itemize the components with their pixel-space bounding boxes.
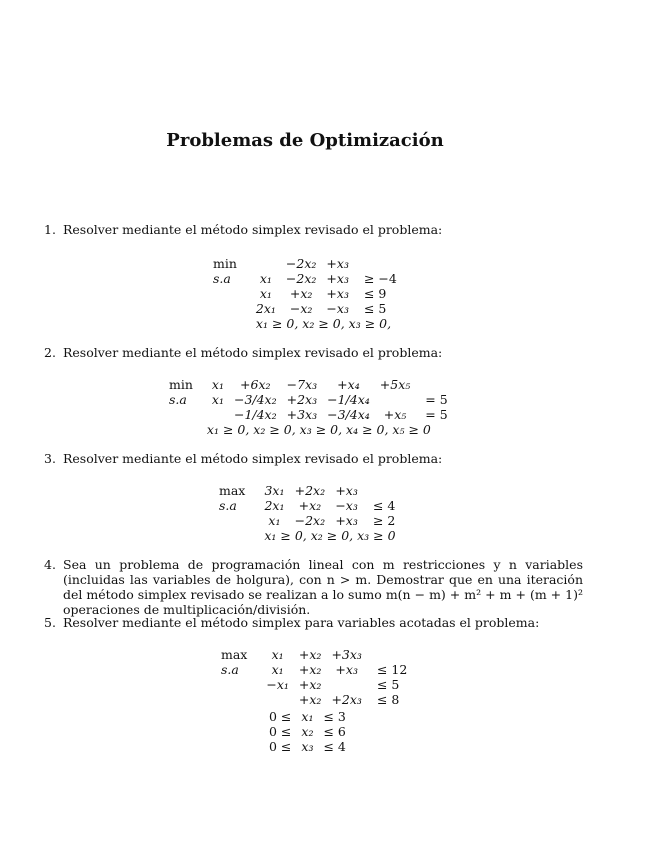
cell: x₁ [271,647,284,662]
cell: = 5 [425,392,448,407]
cell: +2x₃ [286,392,318,407]
problem-number: 4. [44,557,56,572]
cell: +x₃ [335,662,358,677]
constraint-row [216,692,412,707]
cell: +2x₃ [331,692,362,707]
lower-bound: 0 ≤ [269,724,292,739]
constraint-row [216,677,412,692]
empty-cell [214,528,259,543]
empty-cell [208,316,251,331]
cell: +x₄ [337,377,360,392]
lp-problem-1 [208,256,402,331]
cell: −2x₂ [294,513,326,528]
nonnegativity-row [208,316,402,331]
cell: ≤ 5 [363,301,387,316]
bound-row [264,739,351,754]
cell: +2x₂ [294,483,326,498]
lp-problem-2 [164,377,453,437]
cell: ≤ 4 [372,498,396,513]
cell: x₁ [211,392,224,407]
constraint-row [214,513,401,528]
cell: max [219,483,246,498]
cell: −3/4x₄ [327,407,370,422]
cell: s.a [219,498,237,513]
cell: −2x₂ [285,256,317,271]
cell: +x₃ [335,483,358,498]
cell: +x₃ [326,286,349,301]
objective-row [208,256,402,271]
cell: −x₁ [266,677,289,692]
problem-number: 1. [44,222,56,237]
problem-number: 5. [44,615,56,630]
cell: +x₂ [298,647,322,662]
cell [216,692,261,707]
cell [207,407,229,422]
cell: ≤ 8 [376,692,400,707]
cell [251,256,281,271]
constraint-row [216,662,412,677]
lower-bound: 0 ≤ [269,739,292,754]
constraint-row [208,271,402,286]
cell: x₁ [259,271,272,286]
cell [208,286,251,301]
cell: x₁ [268,513,281,528]
cell: x₁ [259,286,272,301]
cell: s.a [221,662,239,677]
cell: −1/4x₂ [233,407,277,422]
cell [363,483,401,498]
problem-statement: Resolver mediante el método simplex para variables acotadas el problema: [63,615,540,630]
cell: +3x₃ [331,647,362,662]
cell: max [221,647,248,662]
cell: +x₃ [326,256,349,271]
cell: +x₂ [298,692,322,707]
cell: −x₂ [289,301,313,316]
problem-statement: Sea un problema de programación lineal con m restricciones y n variables (incluidas las variables de holgura), con n > m. Demostrar que en una iteración del método simplex revisado se realizan a lo sumo m(n − m) + m² + m + (m + 1)² operaciones de multiplicación/división. [63,557,583,617]
constraint-row [208,286,402,301]
cell [261,692,294,707]
objective-row [164,377,453,392]
cell: +3x₃ [286,407,318,422]
nonnegativity-constraints: x₁ ≥ 0, x₂ ≥ 0, x₃ ≥ 0, x₄ ≥ 0, x₅ ≥ 0 [206,422,431,437]
cell: ≥ 2 [372,513,396,528]
cell [367,647,412,662]
cell: +x₃ [335,513,358,528]
cell: ≤ 9 [363,286,387,301]
variable: x₃ [301,739,314,754]
variable: x₂ [301,724,314,739]
cell: +x₂ [298,498,322,513]
cell: s.a [169,392,187,407]
cell [208,301,251,316]
objective-row [216,647,412,662]
cell: +x₂ [289,286,313,301]
constraint-row [164,392,453,407]
cell: −3/4x₂ [233,392,277,407]
problem-number: 2. [44,345,56,360]
cell: s.a [213,271,231,286]
cell [164,407,207,422]
cell: +5x₅ [379,377,411,392]
cell: +x₃ [326,271,349,286]
cell: ≤ 5 [376,677,400,692]
cell: −1/4x₄ [327,392,370,407]
cell: −7x₃ [286,377,318,392]
cell: −x₃ [335,498,358,513]
cell: +x₅ [383,407,407,422]
nonnegativity-constraints: x₁ ≥ 0, x₂ ≥ 0, x₃ ≥ 0 [264,528,396,543]
cell: ≥ −4 [363,271,397,286]
cell: min [213,256,237,271]
bound-row [264,709,351,724]
cell: = 5 [425,407,448,422]
cell: 3x₁ [264,483,285,498]
lp-problem-3 [214,483,401,543]
lp-problem-5 [216,647,412,707]
upper-bound: ≤ 6 [323,724,346,739]
problem-statement: Resolver mediante el método simplex revisado el problema: [63,451,443,466]
cell: ≤ 12 [376,662,408,677]
cell [415,377,452,392]
variable: x₁ [301,709,314,724]
constraint-row [208,301,402,316]
lower-bound: 0 ≤ [269,709,292,724]
cell: +x₂ [298,677,322,692]
problem-statement: Resolver mediante el método simplex revisado el problema: [63,345,443,360]
cell [216,677,261,692]
cell: −x₃ [326,301,349,316]
cell: x₁ [271,662,284,677]
bounds-problem-5 [264,709,351,754]
cell: 2x₁ [264,498,285,513]
constraint-row [214,498,401,513]
empty-cell [164,422,207,437]
cell [354,256,402,271]
cell: 2x₁ [255,301,276,316]
constraint-row [164,407,453,422]
nonnegativity-constraints: x₁ ≥ 0, x₂ ≥ 0, x₃ ≥ 0, [255,316,392,331]
upper-bound: ≤ 3 [323,709,346,724]
cell [326,677,367,692]
problem-number: 3. [44,451,56,466]
cell [214,513,259,528]
cell [375,392,416,407]
cell: +x₂ [298,662,322,677]
cell: −2x₂ [285,271,317,286]
bound-row [264,724,351,739]
objective-row [214,483,401,498]
cell: min [169,377,193,392]
nonnegativity-row [164,422,453,437]
page-title: Problemas de Optimización [166,130,444,151]
cell: +6x₂ [240,377,271,392]
upper-bound: ≤ 4 [323,739,346,754]
problem-statement: Resolver mediante el método simplex revisado el problema: [63,222,443,237]
cell: x₁ [211,377,224,392]
nonnegativity-row [214,528,401,543]
